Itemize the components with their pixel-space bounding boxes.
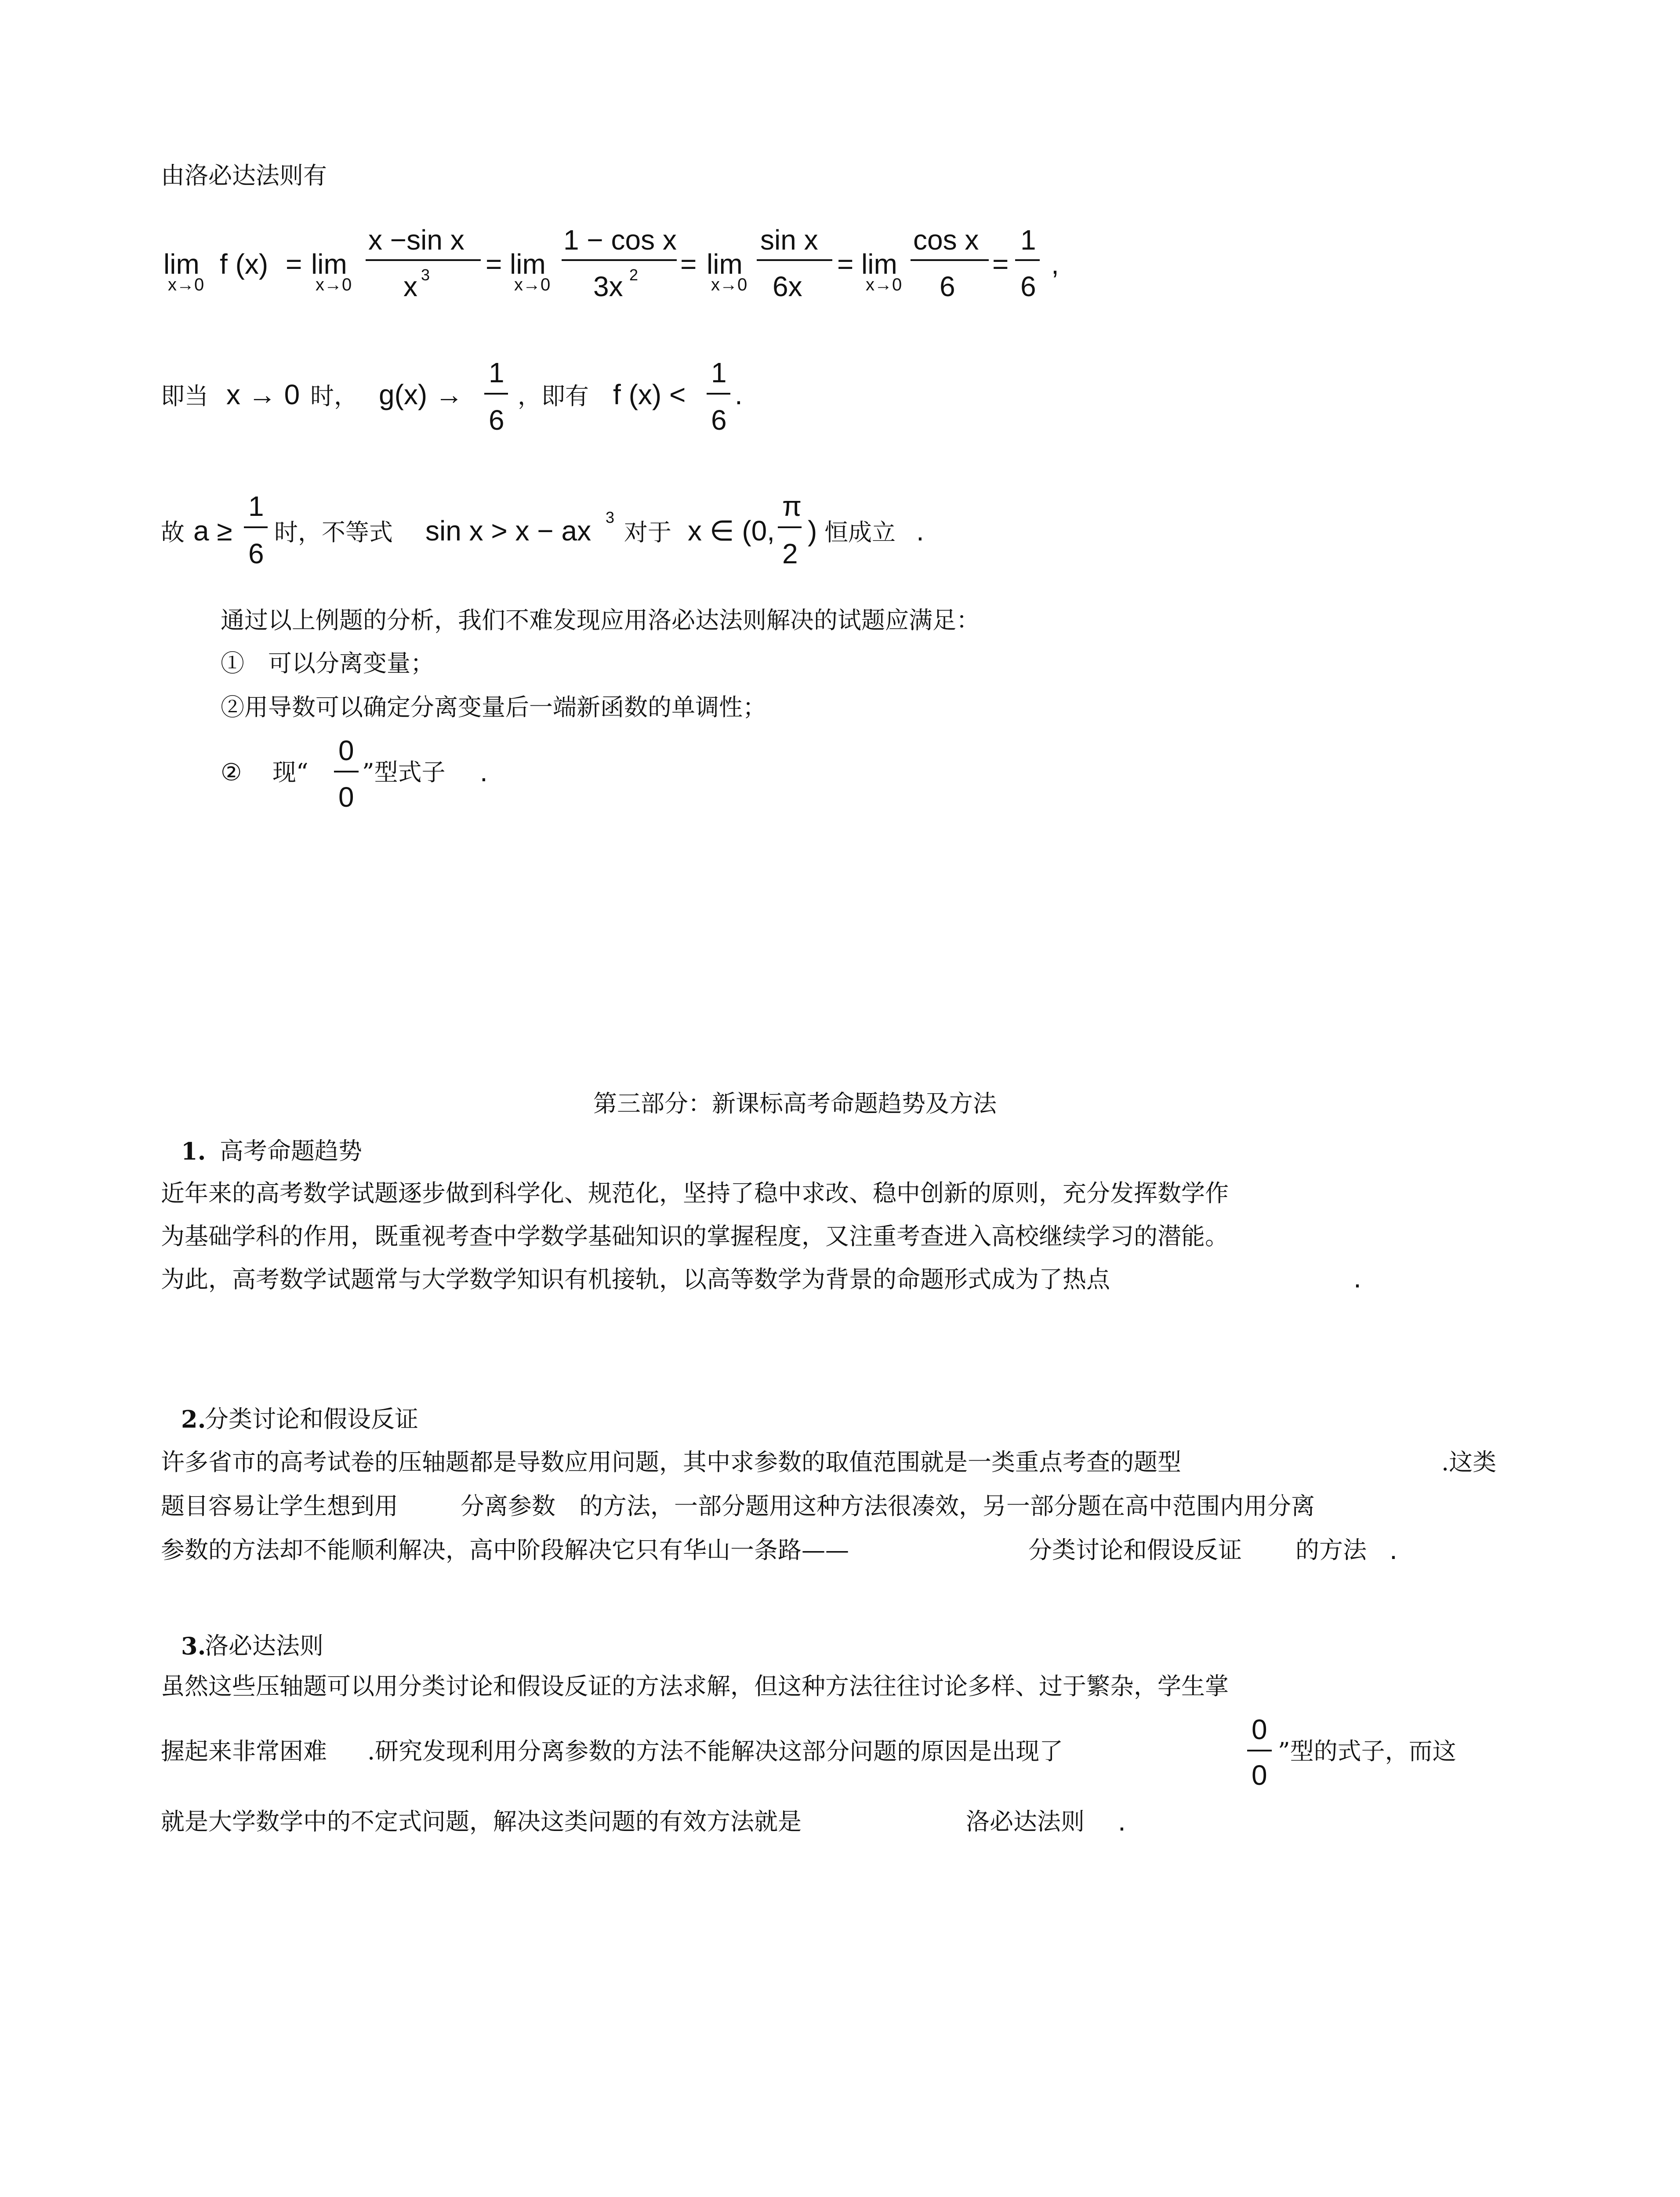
text: 恒成立 (824, 518, 896, 546)
lim-word: lim (163, 248, 200, 280)
condition-item-1: ① 可以分离变量； (221, 649, 434, 677)
frac-numerator: 1 (248, 490, 264, 522)
lim-sub: x→0 (711, 275, 747, 294)
lim-sub: x→0 (168, 275, 204, 294)
fraction-bar (757, 259, 832, 261)
paragraph-line: ”型的式子，而这 (1278, 1737, 1456, 1765)
frac-denominator: 0 (1252, 1759, 1267, 1791)
math: f (x) < (613, 379, 686, 410)
frac-numerator: 1 (489, 357, 504, 388)
paragraph-line: 握起来非常困难 (161, 1737, 327, 1765)
fraction-bar (484, 393, 508, 395)
period: . (916, 515, 924, 547)
fraction-bar (562, 259, 677, 261)
fraction-bar (366, 259, 481, 261)
math: x ∈ (0, (688, 515, 775, 547)
paragraph-line: 为基础学科的作用，既重视考查中学数学基础知识的掌握程度，又注重考查进入高校继续学习的潜能。 (161, 1222, 1229, 1250)
section-title: 第三部分：新课标高考命题趋势及方法 (593, 1090, 997, 1117)
frac-numerator: 1 (711, 357, 727, 388)
fraction-bar (778, 526, 802, 528)
fraction-bar (1247, 1750, 1272, 1751)
eq-sign: = (680, 248, 697, 280)
lim-word: lim (311, 248, 347, 280)
lim-sub: x→0 (316, 275, 352, 294)
exponent: 3 (421, 266, 430, 284)
paragraph-line: 的方法，一部分题用这种方法很凑效，另一部分题在高中范围内用分离 (579, 1492, 1315, 1520)
eq-sign: = (486, 248, 502, 280)
paragraph-line: 分离参数 (461, 1492, 555, 1520)
frac-numerator: 0 (1252, 1714, 1267, 1745)
paragraph-line: 的方法 (1295, 1536, 1367, 1564)
frac-denominator: 6 (248, 538, 264, 569)
frac-numerator: π (782, 490, 802, 522)
frac-numerator: sin x (760, 224, 818, 256)
paragraph-line: 题目容易让学生想到用 (161, 1492, 398, 1520)
period: . (1353, 1262, 1361, 1294)
text: 时， (310, 382, 358, 410)
fraction-bar (334, 771, 359, 772)
fraction-bar (911, 259, 989, 261)
math: a ≥ (193, 515, 232, 547)
frac-numerator: cos x (913, 224, 979, 256)
paragraph-line: 虽然这些压轴题可以用分类讨论和假设反证的方法求解，但这种方法往往讨论多样、过于繁杂，学生掌 (161, 1672, 1229, 1700)
fraction-bar (1015, 259, 1040, 261)
text: ，即有 (518, 382, 589, 410)
paragraph-line: 就是大学数学中的不定式问题，解决这类问题的有效方法就是 (161, 1808, 802, 1835)
paragraph-line: .这类 (1441, 1448, 1497, 1476)
lim-sub: x→0 (514, 275, 551, 294)
frac-denominator: 0 (338, 781, 354, 813)
math: x → 0 (226, 379, 300, 410)
frac-denominator: 6 (940, 271, 955, 302)
frac-denominator: x (403, 271, 417, 302)
fraction-bar (244, 526, 268, 528)
period: . (1118, 1805, 1126, 1837)
period: . (735, 379, 743, 410)
paragraph-line: 洛必达法则 (966, 1808, 1085, 1835)
frac-numerator: x −sin x (368, 224, 464, 256)
item-mark: ② (221, 758, 242, 786)
frac-numerator: 0 (338, 735, 354, 766)
lim-word: lim (861, 248, 897, 280)
condition-item-2: ②用导数可以确定分离变量后一端新函数的单调性； (221, 693, 766, 721)
subsection-2-title: 分类讨论和假设反证 (205, 1405, 418, 1433)
paragraph-line: 分类讨论和假设反证 (1028, 1536, 1242, 1564)
text: 时，不等式 (274, 518, 393, 546)
lim-word: lim (510, 248, 546, 280)
math: g(x) → (379, 379, 463, 410)
frac-denominator: 2 (782, 538, 798, 569)
frac-denominator: 6x (773, 271, 802, 302)
frac-numerator: 1 − cos x (563, 224, 677, 256)
paragraph-line: .研究发现利用分离参数的方法不能解决这部分问题的原因是出现了 (367, 1737, 1063, 1765)
paragraph-line: 参数的方法却不能顺利解决，高中阶段解决它只有华山一条路—— (161, 1536, 849, 1564)
intro-text: 由洛必达法则有 (161, 162, 327, 189)
frac-denominator: 6 (711, 404, 727, 436)
math: ) (808, 515, 817, 547)
period: . (480, 756, 488, 787)
exponent: 2 (629, 266, 639, 284)
subsection-3-title: 洛必达法则 (205, 1632, 323, 1660)
comma: , (1051, 248, 1059, 280)
lim-sub: x→0 (866, 275, 902, 294)
subsection-2-number: 2. (181, 1405, 206, 1433)
lim-word: lim (707, 248, 743, 280)
subsection-3-number: 3. (181, 1632, 206, 1660)
analysis-lead: 通过以上例题的分析，我们不难发现应用洛必达法则解决的试题应满足： (221, 606, 980, 634)
period: . (1390, 1534, 1397, 1565)
subsection-1-title: 高考命题趋势 (220, 1137, 362, 1165)
eq-sign: = (837, 248, 854, 280)
frac-denominator: 3x (593, 271, 623, 302)
text: 现“ (272, 758, 308, 786)
paragraph-line: 为此，高考数学试题常与大学数学知识有机接轨，以高等数学为背景的命题形式成为了热点 (161, 1265, 1110, 1293)
frac-denominator: 6 (1020, 271, 1036, 302)
text: 对于 (624, 518, 671, 546)
exponent: 3 (606, 508, 615, 526)
fx-term: f (x) (220, 248, 269, 280)
frac-numerator: 1 (1020, 224, 1036, 256)
frac-denominator: 6 (489, 404, 504, 436)
subsection-1-number: 1. (181, 1137, 206, 1165)
fraction-bar (707, 393, 730, 395)
text: ”型式子 (362, 758, 446, 786)
paragraph-line: 近年来的高考数学试题逐步做到科学化、规范化，坚持了稳中求改、稳中创新的原则，充分发挥数学作 (161, 1179, 1229, 1207)
eq-sign: = (992, 248, 1009, 280)
text: 故 (161, 518, 185, 546)
math: sin x > x − ax (425, 515, 591, 547)
text: 即当 (161, 382, 208, 410)
paragraph-line: 许多省市的高考试卷的压轴题都是导数应用问题，其中求参数的取值范围就是一类重点考查的题型 (161, 1448, 1181, 1476)
eq-sign: = (286, 248, 302, 280)
